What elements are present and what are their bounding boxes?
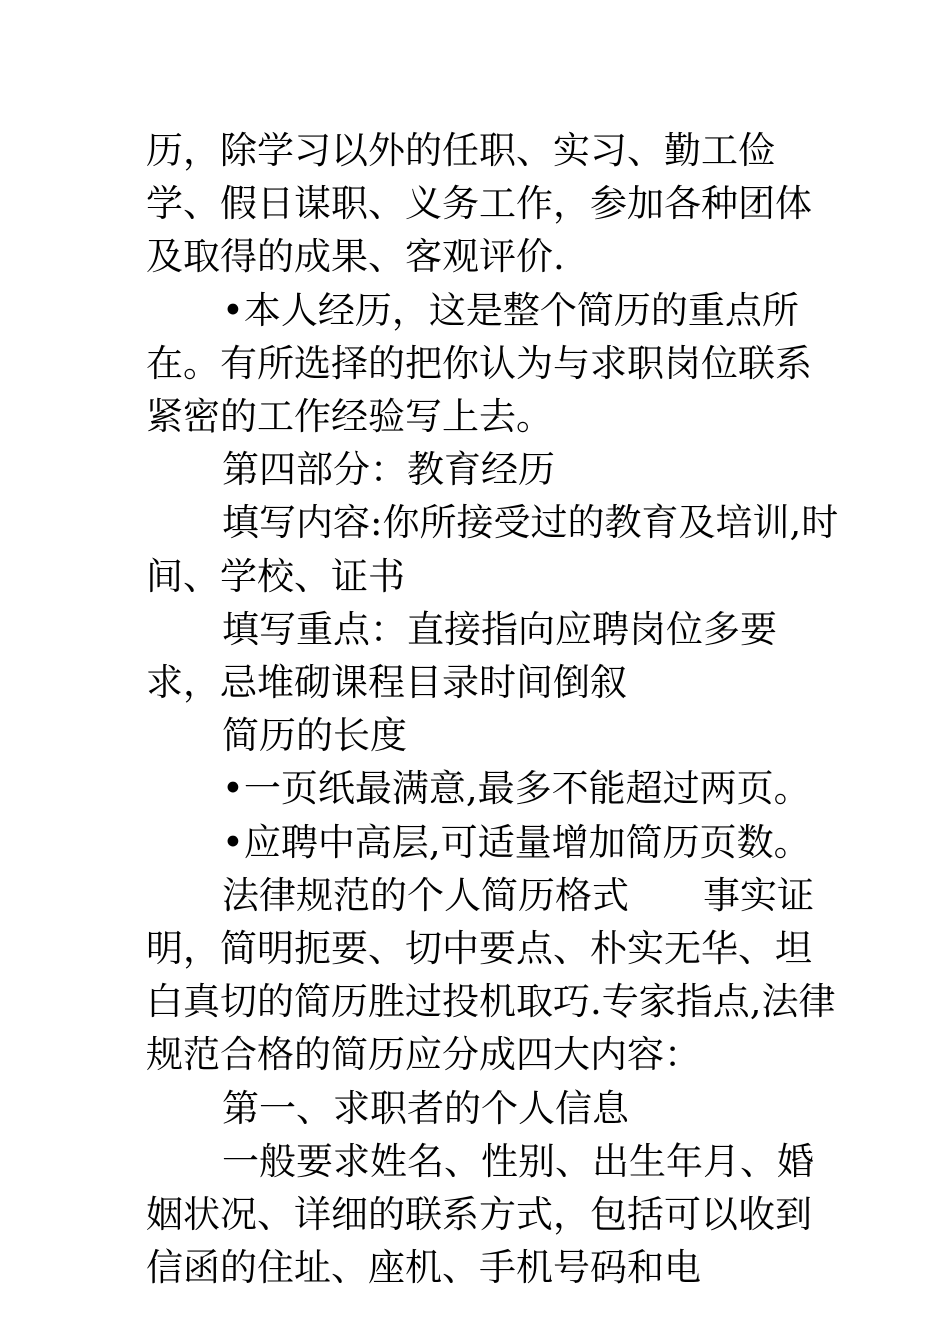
section-heading-education: 第四部分：教育经历 bbox=[222, 448, 555, 492]
paragraph-education-content: 填写内容:你所接受过的教育及培训,时间、学校、证书 bbox=[146, 501, 839, 598]
section-heading-personal-info: 第一、求职者的个人信息 bbox=[222, 1086, 629, 1130]
section-heading-resume-length: 简历的长度 bbox=[222, 714, 407, 758]
paragraph-resume-format: 法律规范的个人简历格式 事实证明，简明扼要、切中要点、朴实无华、坦白真切的简历胜过投机取巧.专家指点,法律规范合格的简历应分成四大内容： bbox=[146, 873, 836, 1077]
document-body bbox=[146, 124, 846, 1294]
paragraph-personal-experience: •本人经历，这是整个简历的重点所在。有所选择的把你认为与求职岗位联系紧密的工作经验写上去。 bbox=[146, 288, 812, 439]
paragraph-education-focus: 填写重点：直接指向应聘岗位多要求，忌堆砌课程目录时间倒叙 bbox=[146, 607, 777, 705]
paragraph-experience-continued: 历，除学习以外的任职、实习、勤工俭学、假日谋职、义务工作，参加各种团体及取得的成果、客观评价. bbox=[146, 129, 812, 279]
bullet-one-page: •一页纸最满意,最多不能超过两页。 bbox=[222, 767, 811, 811]
bullet-senior-positions: •应聘中高层,可适量增加简历页数。 bbox=[222, 820, 811, 864]
paragraph-personal-info-requirements: 一般要求姓名、性别、出生年月、婚姻状况、详细的联系方式，包括可以收到信函的住址、座机、手机号码和电 bbox=[146, 1139, 814, 1290]
